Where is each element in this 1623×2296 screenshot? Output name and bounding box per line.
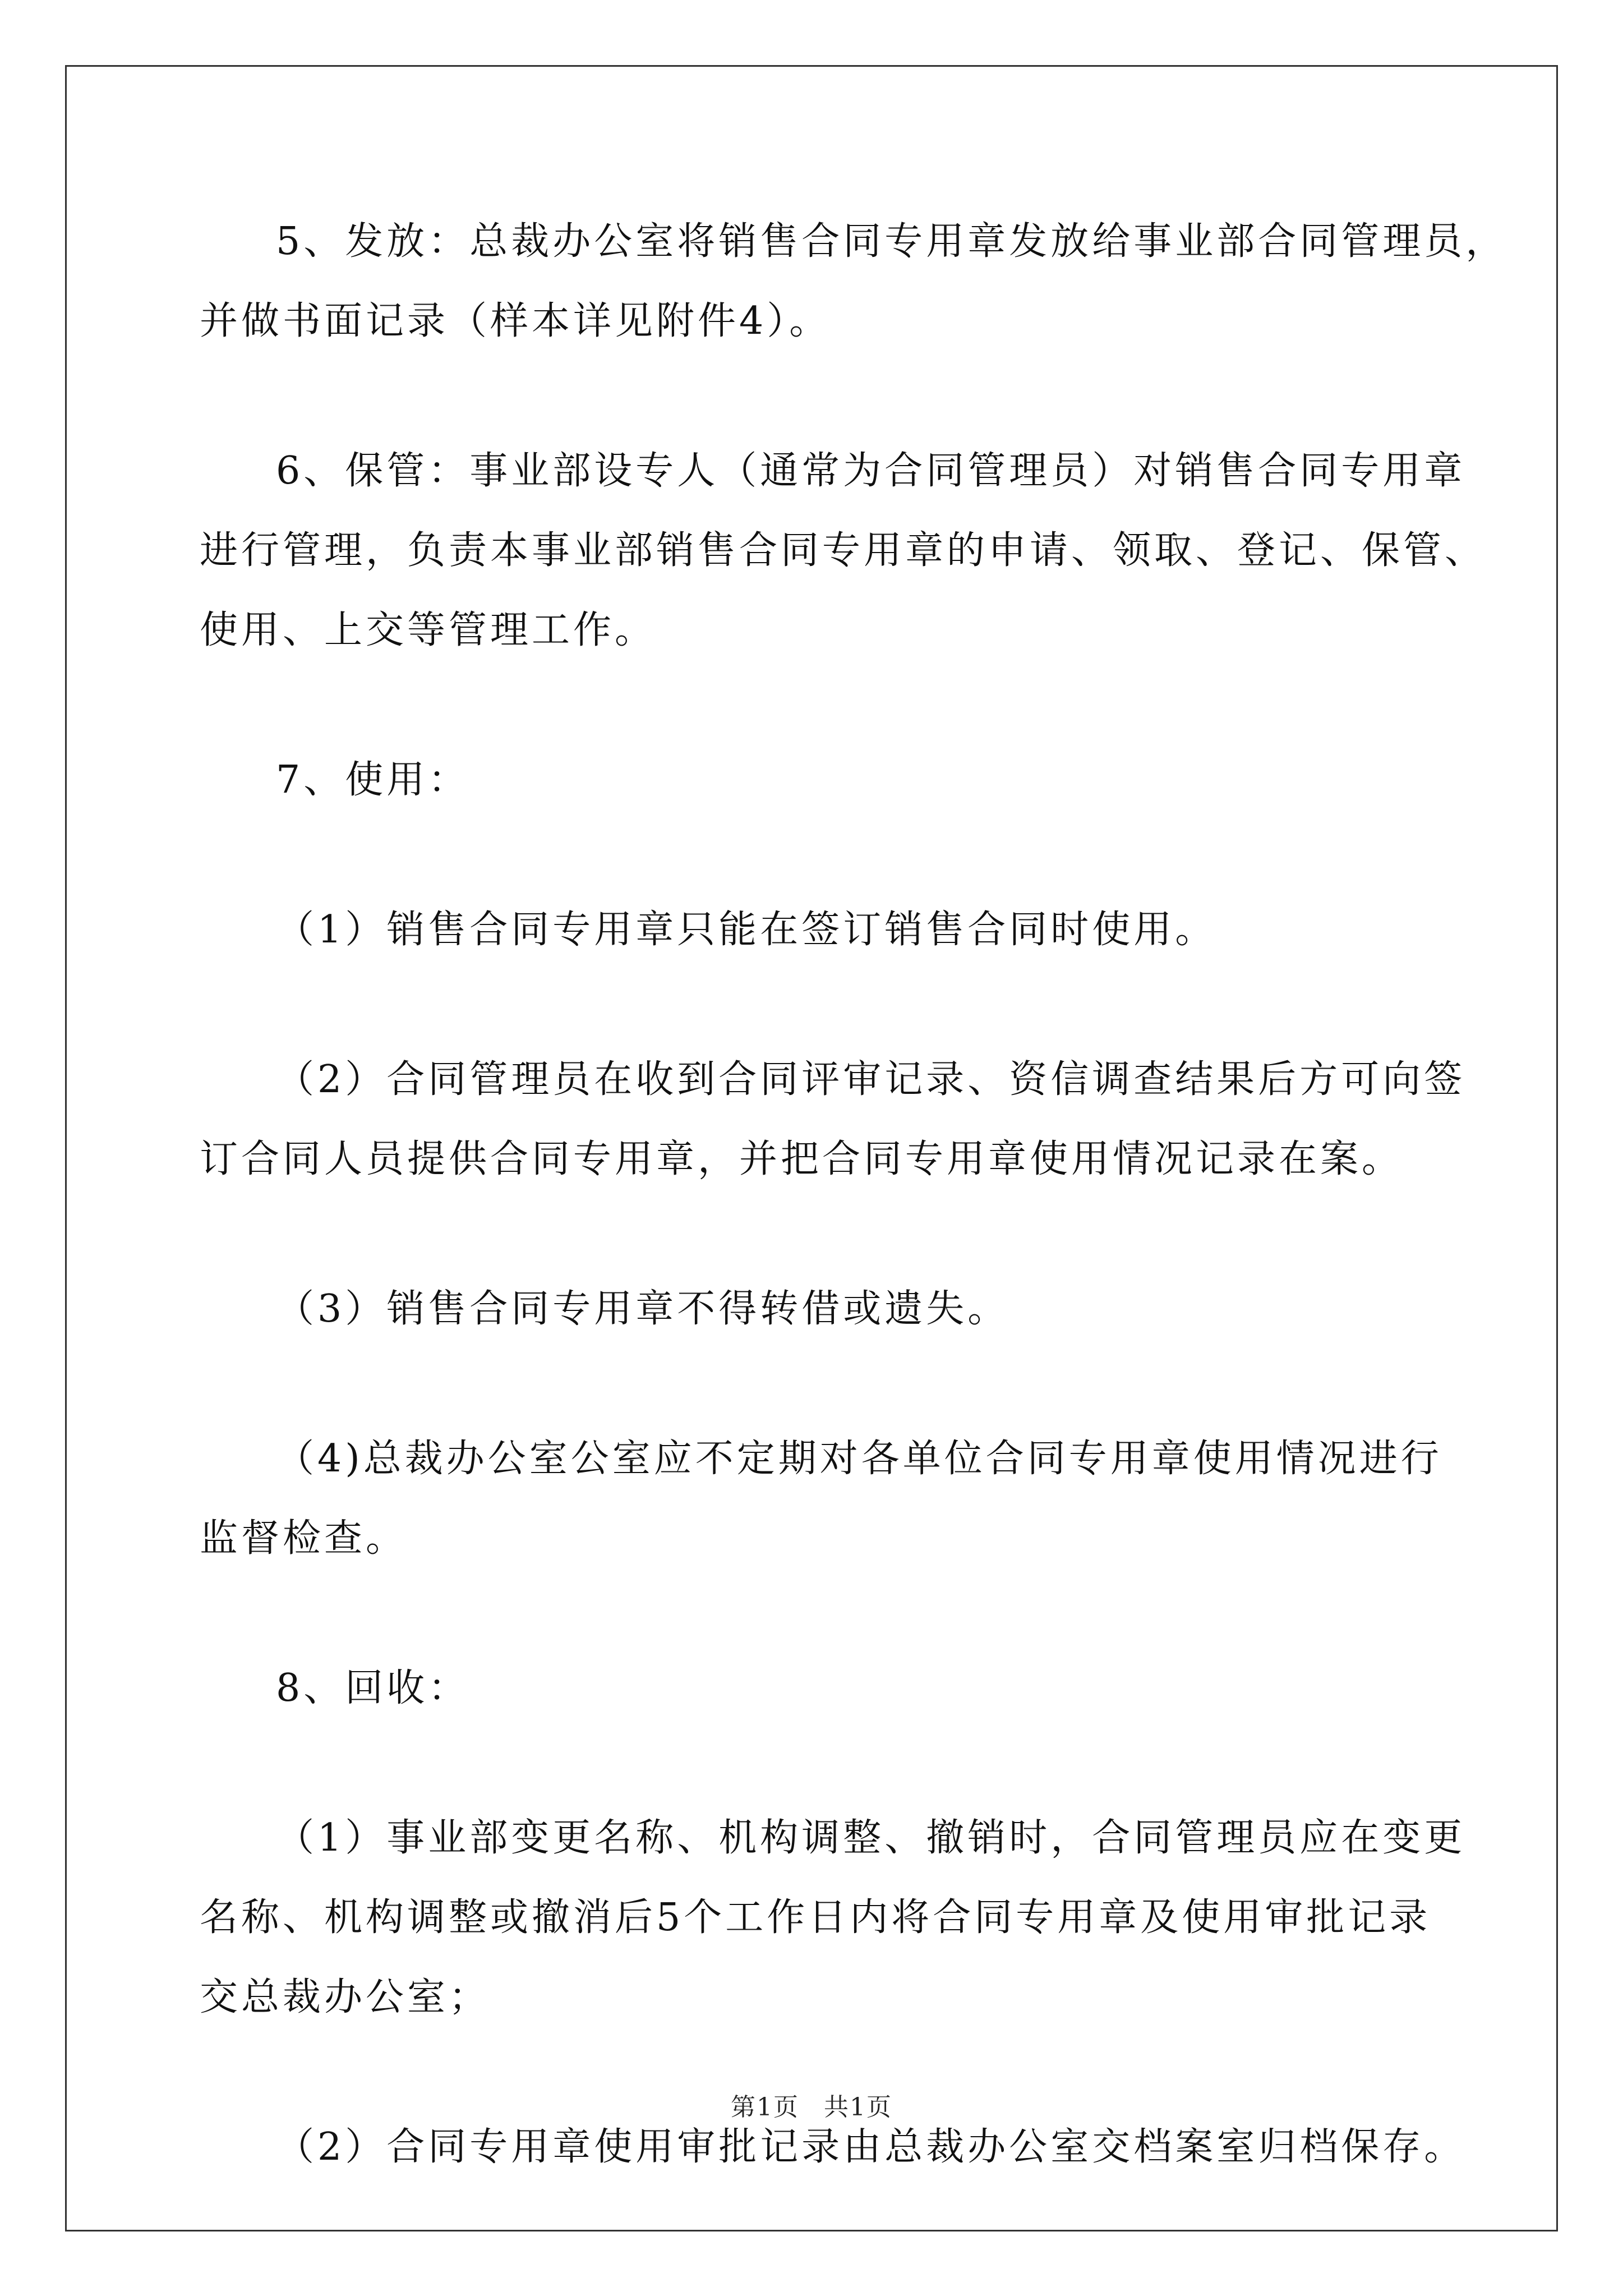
page-footer bbox=[0, 2087, 1623, 2123]
paragraph-line: 并做书面记录（样本详见附件4）。 bbox=[200, 299, 831, 343]
page-total: 共1页 bbox=[824, 2093, 892, 2122]
usage-item-4 bbox=[200, 1419, 1456, 1579]
paragraph-line: 进行管理，负责本事业部销售合同专用章的申请、领取、登记、保管、 bbox=[200, 528, 1487, 573]
paragraph-line: 8、回收： bbox=[276, 1666, 470, 1710]
paragraph-line: （2）合同管理员在收到合同评审记录、资信调查结果后方可向签 bbox=[276, 1057, 1466, 1102]
section-heading-usage bbox=[200, 740, 1456, 820]
paragraph-line: 监督检查。 bbox=[200, 1516, 408, 1561]
paragraph-line: 订合同人员提供合同专用章，并把合同专用章使用情况记录在案。 bbox=[200, 1137, 1404, 1181]
usage-item-2 bbox=[200, 1040, 1466, 1199]
page-number: 第1页 bbox=[731, 2093, 799, 2122]
usage-item-1 bbox=[200, 890, 1456, 970]
paragraph-line: 使用、上交等管理工作。 bbox=[200, 608, 657, 652]
paragraph-line: 名称、机构调整或撤消后5个工作日内将合同专用章及使用审批记录 bbox=[200, 1895, 1431, 1940]
paragraph-line: 6、保管：事业部设专人（通常为合同管理员）对销售合同专用章 bbox=[276, 449, 1466, 493]
paragraph-line: 7、使用： bbox=[276, 758, 470, 802]
paragraph-custody bbox=[200, 431, 1487, 670]
paragraph-line: （3）销售合同专用章不得转借或遗失。 bbox=[276, 1287, 1009, 1331]
paragraph-line: （2）合同专用章使用审批记录由总裁办公室交档案室归档保存。 bbox=[276, 2125, 1466, 2169]
paragraph-line: 5、发放：总裁办公室将销售合同专用章发放给事业部合同管理员， bbox=[276, 219, 1507, 264]
paragraph-line: （1）事业部变更名称、机构调整、撤销时，合同管理员应在变更 bbox=[276, 1816, 1466, 1860]
paragraph-line: 交总裁办公室； bbox=[200, 1975, 491, 2019]
recovery-item-1 bbox=[200, 1798, 1466, 2037]
document-body bbox=[200, 202, 1507, 2257]
paragraph-issuance bbox=[200, 202, 1507, 361]
section-heading-recovery bbox=[200, 1649, 1456, 1728]
paragraph-line: （1）销售合同专用章只能在签订销售合同时使用。 bbox=[276, 908, 1217, 952]
usage-item-3 bbox=[200, 1269, 1456, 1349]
paragraph-line: （4)总裁办公室公室应不定期对各单位合同专用章使用情况进行 bbox=[276, 1437, 1442, 1481]
